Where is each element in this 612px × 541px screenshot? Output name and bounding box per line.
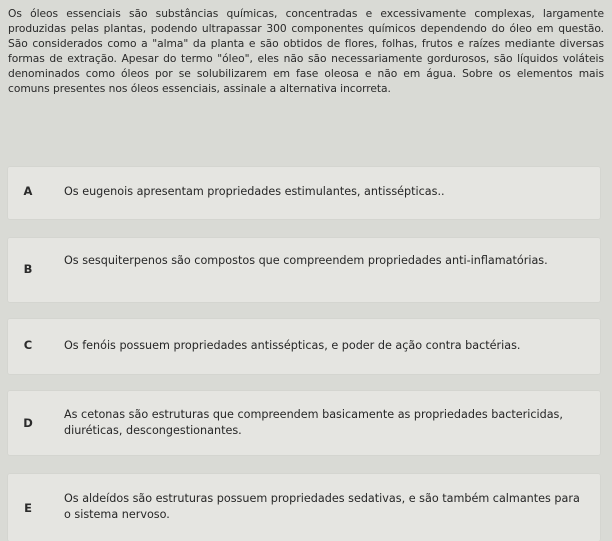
option-letter: E xyxy=(24,501,32,515)
option-text: Os sesquiterpenos são compostos que compreendem propriedades anti-inflamatórias. xyxy=(64,254,548,267)
option-text: As cetonas são estruturas que compreendem basicamente as propriedades bactericidas, diuréticas, descongestionantes. xyxy=(64,408,563,437)
option-c[interactable] xyxy=(8,319,600,374)
option-text: Os aldeídos são estruturas possuem propriedades sedativas, e são também calmantes para o sistema nervoso. xyxy=(64,492,580,521)
option-text: Os eugenois apresentam propriedades estimulantes, antissépticas.. xyxy=(64,185,445,198)
option-letter: A xyxy=(23,184,33,198)
option-a[interactable] xyxy=(8,167,600,219)
option-letter: D xyxy=(23,416,33,430)
question-text: Os óleos essenciais são substâncias químicas, concentradas e excessivamente complexas, largamente produzidas pelas plantas, podendo ultrapassar 300 componentes químicos dependendo do óleo em questão. São considerados como a "alma" da planta e são obtidos de flores, folhas, frutos e raízes mediante diversas formas de extração. Apesar do termo "óleo", eles não são necessariamente gordurosos, são líquidos voláteis denominados como óleos por se solubilizarem em fase oleosa e não em água. Sobre os elementos mais comuns presentes nos óleos essenciais, assinale a alternativa incorreta. xyxy=(8,7,604,95)
option-d[interactable] xyxy=(8,391,600,455)
option-e[interactable] xyxy=(8,474,600,541)
option-letter: B xyxy=(23,262,33,276)
option-b[interactable] xyxy=(8,238,600,302)
option-text: Os fenóis possuem propriedades antissépticas, e poder de ação contra bactérias. xyxy=(64,339,521,352)
option-letter: C xyxy=(23,338,33,352)
